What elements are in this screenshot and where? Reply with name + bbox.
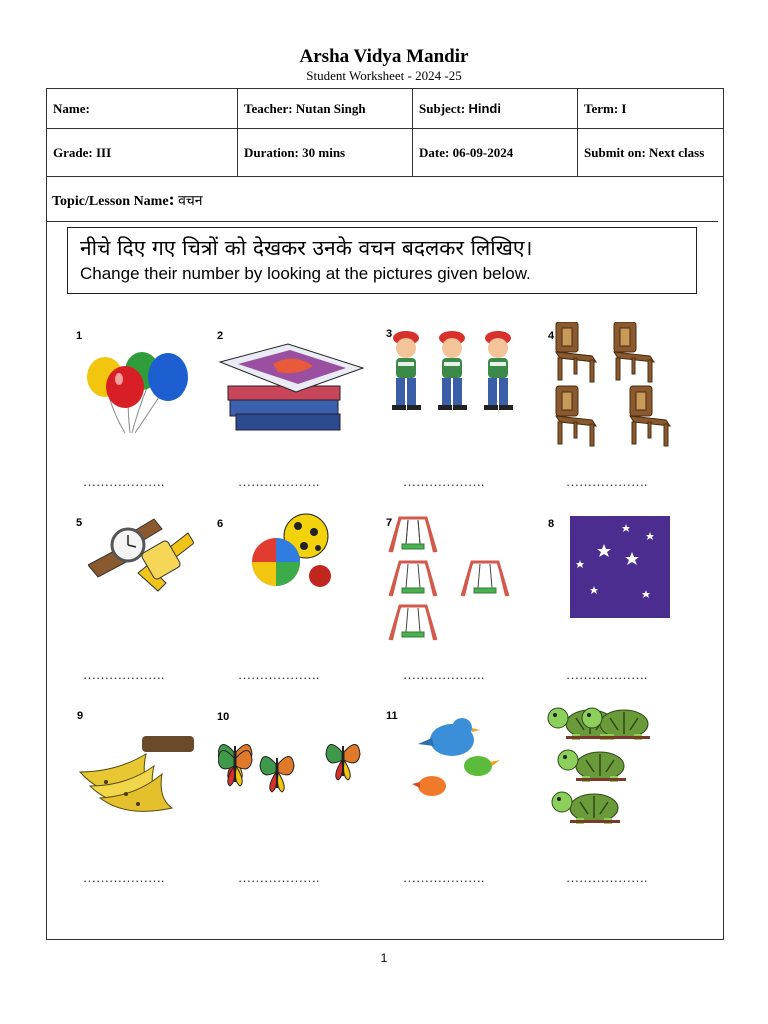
subject-value: Hindi [468, 100, 501, 116]
balls-picture [248, 512, 334, 592]
answer-blank[interactable]: ………………. [238, 474, 320, 489]
subject-label: Subject: [419, 100, 469, 116]
item-number: 11 [386, 710, 398, 722]
topic-value: वचन [178, 193, 203, 209]
answer-blank[interactable]: ………………. [566, 474, 648, 489]
term-cell [578, 89, 724, 129]
birds-picture [412, 710, 502, 806]
instruction-english: Change their number by looking at the pictures given below. [80, 264, 531, 283]
item-number: 6 [217, 518, 224, 530]
chairs-picture [552, 322, 682, 448]
instruction-box [67, 227, 697, 294]
stars-picture [570, 516, 670, 618]
name-cell [47, 89, 238, 129]
item-number: 10 [217, 711, 230, 723]
answer-blank[interactable]: ………………. [566, 870, 648, 885]
topic-row [46, 177, 718, 222]
watches-picture [88, 513, 194, 593]
grade-cell [47, 129, 238, 177]
teacher-label: Teacher: Nutan Singh [244, 100, 366, 116]
balloons-picture [80, 345, 190, 435]
answer-blank[interactable]: ………………. [403, 870, 485, 885]
answer-blank[interactable]: ………………. [238, 870, 320, 885]
answer-blank[interactable]: ………………. [83, 870, 165, 885]
date-cell [413, 129, 578, 177]
item-number: 1 [76, 330, 83, 342]
grade-label: Grade: III [53, 144, 112, 160]
term-label: Term: I [584, 100, 627, 116]
boys-picture [386, 326, 518, 412]
item-number: 8 [548, 518, 555, 530]
answer-blank[interactable]: ………………. [403, 474, 485, 489]
date-label: Date: 06-09-2024 [419, 144, 514, 160]
answer-blank[interactable]: ………………. [238, 667, 320, 682]
page-number: 1 [380, 951, 388, 965]
subject-cell [413, 89, 578, 129]
topic-label: Topic/Lesson Name [52, 194, 169, 209]
item-number: 2 [217, 330, 224, 342]
butterflies-picture [218, 732, 364, 802]
duration-label: Duration: 30 mins [244, 144, 346, 160]
teacher-cell [238, 89, 413, 129]
item-number: 5 [76, 517, 83, 529]
duration-cell [238, 129, 413, 177]
bananas-picture [76, 732, 198, 812]
answer-blank[interactable]: ………………. [566, 667, 648, 682]
swings-picture [386, 516, 512, 644]
school-name: Arsha Vidya Mandir [299, 46, 469, 67]
answer-blank[interactable]: ………………. [403, 667, 485, 682]
item-number: 4 [548, 330, 555, 342]
item-number: 9 [77, 710, 84, 722]
books-picture [218, 342, 368, 438]
answer-blank[interactable]: ………………. [83, 474, 165, 489]
submit-label: Submit on: Next class [584, 144, 705, 160]
info-table [46, 88, 724, 177]
turtles-picture [542, 700, 654, 828]
item-number: 3 [386, 328, 393, 340]
worksheet-subtitle: Student Worksheet - 2024 -25 [306, 68, 462, 83]
topic-colon: : [168, 189, 175, 209]
submit-cell [578, 129, 724, 177]
answer-blank[interactable]: ………………. [83, 667, 165, 682]
name-label: Name: [53, 100, 90, 116]
item-number: 7 [386, 517, 393, 529]
instruction-hindi: नीचे दिए गए चित्रों को देखकर उनके वचन बदलकर लिखिए। [80, 236, 533, 260]
